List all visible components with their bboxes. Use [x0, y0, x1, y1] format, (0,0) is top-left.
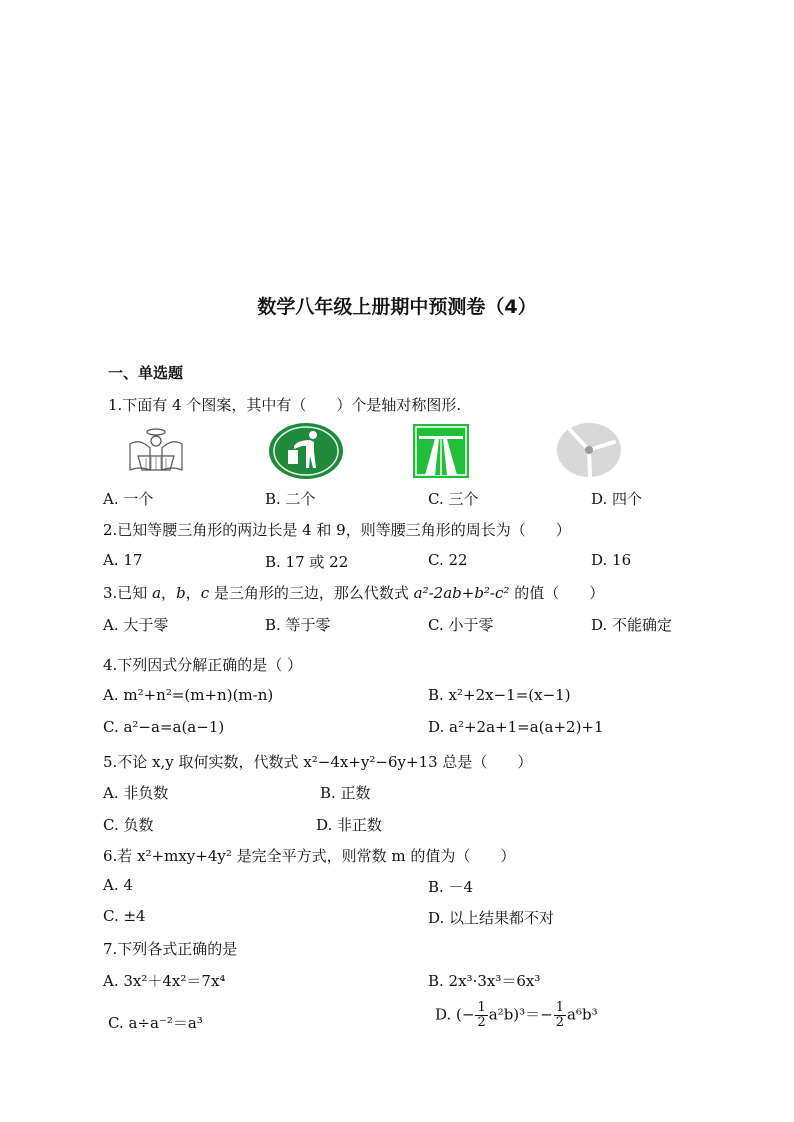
fraction-half: $\frac{1}{2}$ — [477, 1000, 486, 1030]
question-3-option-a[interactable]: A. 大于零 — [103, 616, 169, 634]
question-3-stem: 3.已知 a，b，c 是三角形的三边，那么代数式 a²-2ab+b²-c² 的值（ ） — [103, 584, 605, 602]
question-6-option-d[interactable]: D. 以上结果都不对 — [428, 909, 555, 927]
question-3-option-d[interactable]: D. 不能确定 — [591, 616, 673, 634]
wind-turbine-icon — [556, 422, 622, 478]
question-1-option-d[interactable]: D. 四个 — [591, 490, 643, 508]
question-5-stem: 5.不论 x,y 取何实数，代数式 x²−4x+y²−6y+13 总是（ ） — [103, 753, 533, 771]
highway-road-icon — [413, 424, 469, 478]
question-3-expression: a²-2ab+b²-c² — [413, 584, 510, 602]
question-5-option-c[interactable]: C. 负数 — [103, 816, 154, 834]
page-title: 数学八年级上册期中预测卷（4） — [257, 296, 537, 318]
question-2-option-c[interactable]: C. 22 — [428, 551, 468, 569]
question-1-option-a[interactable]: A. 一个 — [103, 490, 154, 508]
question-6-option-a[interactable]: A. 4 — [103, 876, 133, 894]
question-2-option-b[interactable]: B. 17 或 22 — [265, 553, 349, 571]
question-1-option-c[interactable]: C. 三个 — [428, 490, 479, 508]
question-6-stem: 6.若 x²+mxy+4y² 是完全平方式，则常数 m 的值为（ ） — [103, 847, 516, 865]
question-3-option-b[interactable]: B. 等于零 — [265, 616, 331, 634]
question-4-option-d[interactable]: D. a²+2a+1=a(a+2)+1 — [428, 718, 604, 736]
question-2-stem: 2.已知等腰三角形的两边长是 4 和 9，则等腰三角形的周长为（ ） — [103, 521, 571, 539]
question-2-option-d[interactable]: D. 16 — [591, 551, 632, 569]
question-5-option-d[interactable]: D. 非正数 — [316, 816, 383, 834]
question-2-option-a[interactable]: A. 17 — [103, 551, 143, 569]
question-6-option-b[interactable]: B. －4 — [428, 878, 474, 896]
question-4-option-b[interactable]: B. x²+2x−1=(x−1) — [428, 686, 571, 704]
angel-reading-icon — [126, 426, 186, 476]
question-3-option-c[interactable]: C. 小于零 — [428, 616, 494, 634]
question-7-option-a[interactable]: A. 3x²＋4x²＝7x⁴ — [103, 972, 226, 990]
fraction-half-2: $\frac{1}{2}$ — [555, 1000, 565, 1030]
section-heading: 一、单选题 — [108, 364, 184, 382]
question-7-option-c[interactable]: C. a÷a⁻²＝a³ — [108, 1014, 203, 1032]
question-7-option-b[interactable]: B. 2x³·3x³＝6x³ — [428, 972, 541, 990]
question-1-stem: 1.下面有 4 个图案，其中有（ ）个是轴对称图形. — [108, 396, 462, 414]
question-4-stem: 4.下列因式分解正确的是（ ） — [103, 656, 303, 674]
question-7-stem: 7.下列各式正确的是 — [103, 940, 238, 958]
question-1-option-b[interactable]: B. 二个 — [265, 490, 316, 508]
question-4-option-a[interactable]: A. m²+n²=(m+n)(m-n) — [103, 686, 274, 704]
question-5-option-a[interactable]: A. 非负数 — [103, 784, 169, 802]
question-5-option-b[interactable]: B. 正数 — [320, 784, 371, 802]
question-7-option-d[interactable]: D. (− $\frac{1}{2}$ a²b)³＝− $\frac{1}{2}$ a⁶b³ — [435, 1000, 598, 1030]
question-6-option-c[interactable]: C. ±4 — [103, 907, 146, 925]
person-bin-icon — [268, 422, 344, 480]
question-4-option-c[interactable]: C. a²−a=a(a−1) — [103, 718, 225, 736]
